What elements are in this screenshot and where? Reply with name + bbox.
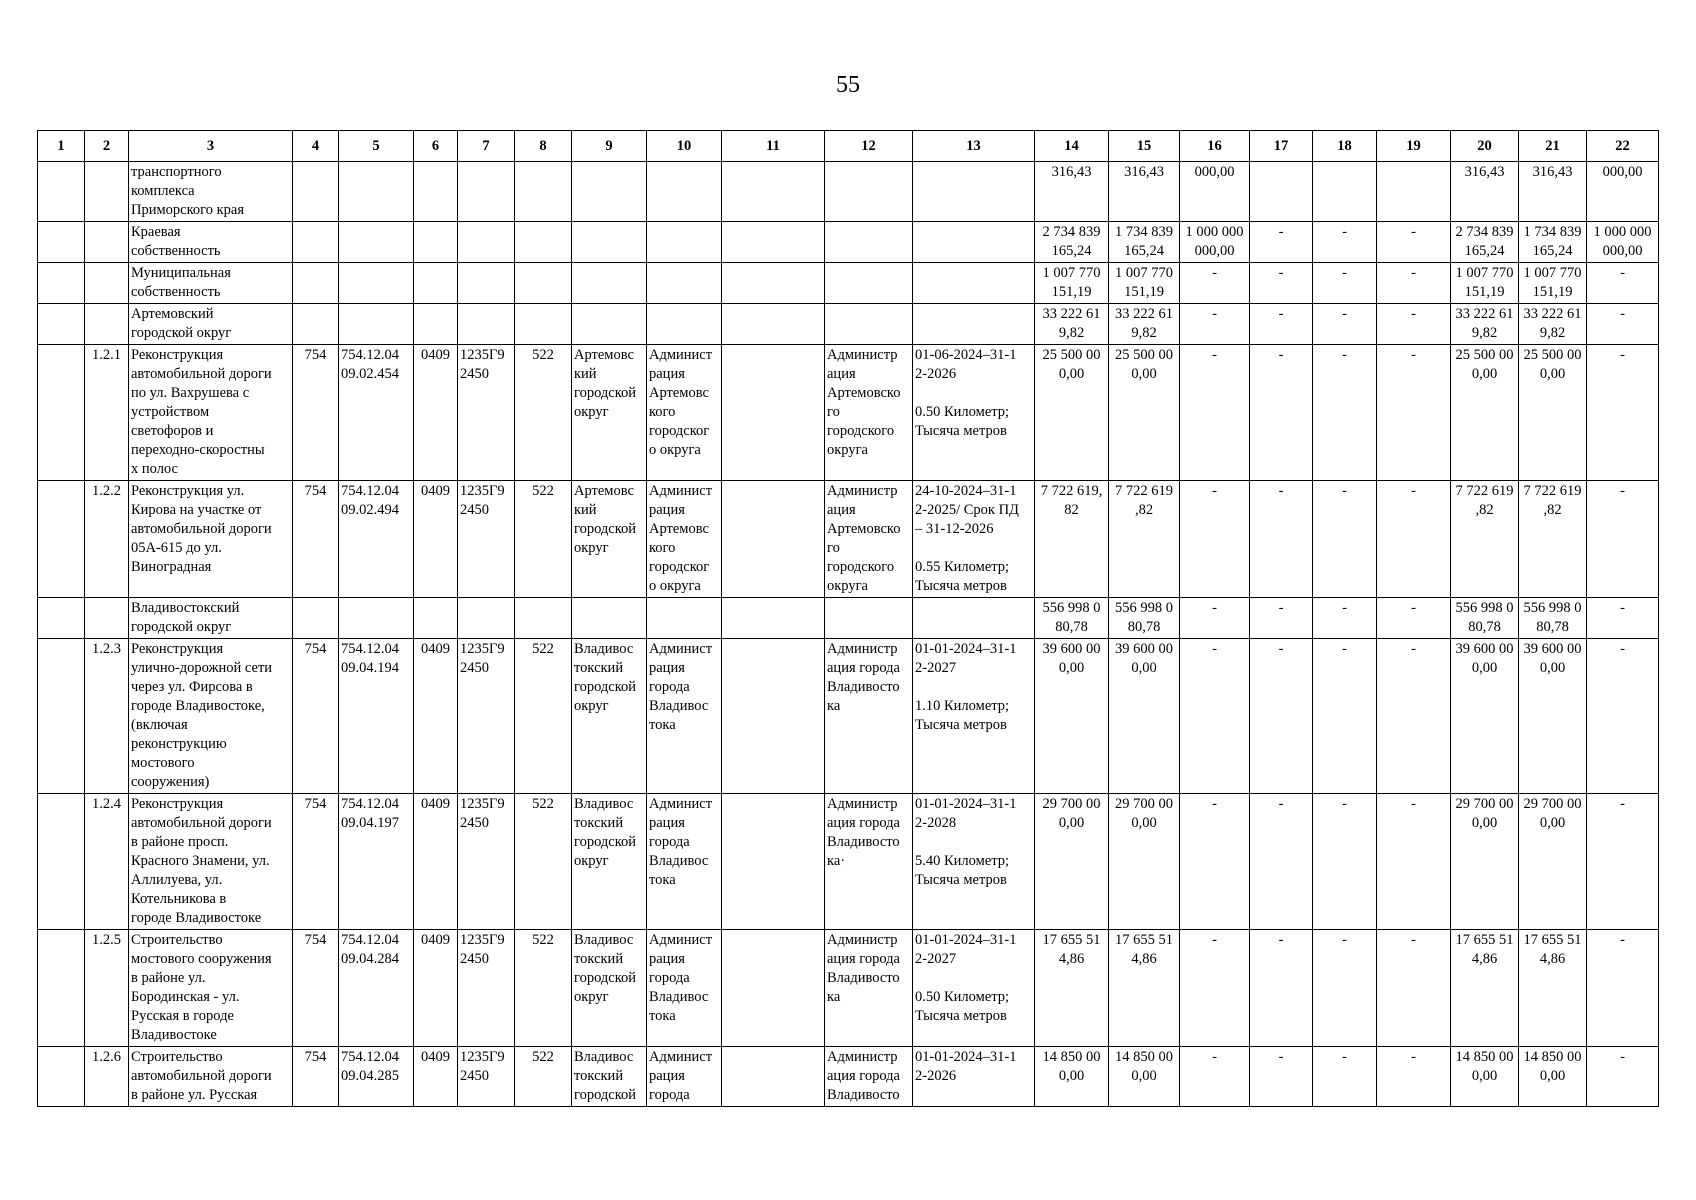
table-cell: -: [1377, 598, 1451, 639]
table-cell: Владивос токский городской округ: [572, 794, 647, 930]
table-cell: 25 500 00 0,00: [1519, 345, 1587, 481]
header-cell: 2: [85, 131, 129, 162]
table-cell: 14 850 00 0,00: [1035, 1047, 1109, 1107]
table-cell: [38, 794, 85, 930]
table-cell: -: [1180, 598, 1250, 639]
table-cell: 1.2.5: [85, 930, 129, 1047]
table-cell: [414, 162, 458, 222]
table-cell: -: [1313, 304, 1377, 345]
table-cell: -: [1377, 222, 1451, 263]
table-cell: [722, 598, 825, 639]
table-cell: 316,43: [1519, 162, 1587, 222]
table-cell: [647, 598, 722, 639]
header-cell: 16: [1180, 131, 1250, 162]
table-cell: 25 500 00 0,00: [1035, 345, 1109, 481]
table-cell: 754.12.04 09.04.285: [339, 1047, 414, 1107]
table-cell: -: [1377, 481, 1451, 598]
table-cell: -: [1250, 345, 1313, 481]
header-cell: 22: [1587, 131, 1659, 162]
table-cell: [38, 1047, 85, 1107]
table-cell: [414, 598, 458, 639]
table-cell: -: [1313, 263, 1377, 304]
table-cell: [38, 930, 85, 1047]
header-cell: 21: [1519, 131, 1587, 162]
table-cell: -: [1180, 639, 1250, 794]
table-cell: 316,43: [1451, 162, 1519, 222]
table-cell: 33 222 61 9,82: [1451, 304, 1519, 345]
table-cell: Админист рация Артемовс кого городског о округа: [647, 481, 722, 598]
header-cell: 4: [293, 131, 339, 162]
table-cell: [572, 263, 647, 304]
table-cell: [339, 598, 414, 639]
table-cell: [38, 639, 85, 794]
header-cell: 10: [647, 131, 722, 162]
table-cell: 522: [515, 345, 572, 481]
table-cell: 754.12.04 09.02.494: [339, 481, 414, 598]
table-cell: [339, 304, 414, 345]
table-cell: 1 734 839 165,24: [1109, 222, 1180, 263]
table-cell: Администр ация города Владивосто ка: [825, 930, 913, 1047]
table-cell: 29 700 00 0,00: [1035, 794, 1109, 930]
table-cell: 754.12.04 09.02.454: [339, 345, 414, 481]
table-cell: -: [1180, 930, 1250, 1047]
table-cell: [913, 222, 1035, 263]
table-cell: [913, 162, 1035, 222]
table-cell: [825, 222, 913, 263]
table-cell: 1235Г9 2450: [458, 639, 515, 794]
table-cell: [38, 345, 85, 481]
table-cell: -: [1250, 930, 1313, 1047]
table-cell: Владивос токский городской: [572, 1047, 647, 1107]
table-cell: 1 000 000 000,00: [1180, 222, 1250, 263]
table-cell: 0409: [414, 345, 458, 481]
table-cell: 7 722 619 ,82: [1451, 481, 1519, 598]
table-cell: 000,00: [1180, 162, 1250, 222]
table-cell: [825, 598, 913, 639]
table-cell: [458, 304, 515, 345]
header-cell: 20: [1451, 131, 1519, 162]
table-cell: [1377, 162, 1451, 222]
table-cell: -: [1587, 263, 1659, 304]
table-cell: [913, 598, 1035, 639]
table-cell: Владивос токский городской округ: [572, 930, 647, 1047]
table-cell: [515, 263, 572, 304]
table-cell: -: [1250, 481, 1313, 598]
table-cell: 316,43: [1109, 162, 1180, 222]
table-cell: 33 222 61 9,82: [1035, 304, 1109, 345]
table-cell: -: [1377, 1047, 1451, 1107]
table-cell: [458, 162, 515, 222]
header-cell: 9: [572, 131, 647, 162]
table-cell: [458, 598, 515, 639]
table-cell: -: [1587, 794, 1659, 930]
page-number: 55: [836, 72, 860, 98]
table-row: [38, 345, 1659, 481]
table-cell: 754: [293, 930, 339, 1047]
table-cell: [38, 263, 85, 304]
table-cell: 754: [293, 345, 339, 481]
table-cell: [722, 1047, 825, 1107]
table-cell: 522: [515, 481, 572, 598]
header-cell: 18: [1313, 131, 1377, 162]
table-cell: 754.12.04 09.04.197: [339, 794, 414, 930]
table-cell: Админист рация города: [647, 1047, 722, 1107]
table-cell: [722, 222, 825, 263]
table-cell: 1.2.2: [85, 481, 129, 598]
table-cell: Строительство автомобильной дороги в районе ул. Русская: [129, 1047, 293, 1107]
table-cell: -: [1377, 639, 1451, 794]
table-cell: [85, 263, 129, 304]
table-cell: 316,43: [1035, 162, 1109, 222]
table-cell: [293, 263, 339, 304]
table-row: [38, 222, 1659, 263]
table-cell: 39 600 00 0,00: [1519, 639, 1587, 794]
table-row: [38, 162, 1659, 222]
table-cell: 33 222 61 9,82: [1519, 304, 1587, 345]
table-cell: Артемовс кий городской округ: [572, 481, 647, 598]
table-cell: 7 722 619, 82: [1035, 481, 1109, 598]
table-cell: 39 600 00 0,00: [1451, 639, 1519, 794]
table-cell: [85, 304, 129, 345]
table-cell: -: [1587, 598, 1659, 639]
table-cell: [572, 304, 647, 345]
table-cell: Администр ация Артемовско го городского округа: [825, 481, 913, 598]
table-cell: [515, 162, 572, 222]
table-cell: [647, 263, 722, 304]
table-cell: [85, 598, 129, 639]
table-cell: -: [1250, 639, 1313, 794]
table-cell: 1 007 770 151,19: [1035, 263, 1109, 304]
table-cell: 1 000 000 000,00: [1587, 222, 1659, 263]
table-row: [38, 263, 1659, 304]
table-cell: 522: [515, 639, 572, 794]
table-cell: [339, 222, 414, 263]
table-cell: Муниципальная собственность: [129, 263, 293, 304]
table-cell: -: [1180, 794, 1250, 930]
table-cell: 01-06-2024–31-1 2-2026 0.50 Километр; Тысяча метров: [913, 345, 1035, 481]
table-cell: 754.12.04 09.04.194: [339, 639, 414, 794]
table-cell: -: [1180, 263, 1250, 304]
table-cell: [414, 222, 458, 263]
table-cell: 522: [515, 794, 572, 930]
table-cell: -: [1250, 304, 1313, 345]
table-cell: Админист рация города Владивос тока: [647, 639, 722, 794]
table-cell: -: [1250, 222, 1313, 263]
table-cell: [572, 598, 647, 639]
table-cell: -: [1180, 304, 1250, 345]
table-cell: -: [1587, 1047, 1659, 1107]
table-cell: 0409: [414, 481, 458, 598]
table-cell: [515, 222, 572, 263]
table-cell: -: [1313, 794, 1377, 930]
header-cell: 15: [1109, 131, 1180, 162]
table-cell: 556 998 0 80,78: [1451, 598, 1519, 639]
table-cell: -: [1313, 639, 1377, 794]
table-cell: -: [1587, 930, 1659, 1047]
table-cell: 39 600 00 0,00: [1109, 639, 1180, 794]
table-cell: Администр ация города Владивосто ка·: [825, 794, 913, 930]
table-cell: [458, 263, 515, 304]
table-cell: 1.2.3: [85, 639, 129, 794]
table-cell: 754.12.04 09.04.284: [339, 930, 414, 1047]
table-cell: Администр ация города Владивосто ка: [825, 639, 913, 794]
header-cell: 11: [722, 131, 825, 162]
table-cell: Администр ация города Владивосто: [825, 1047, 913, 1107]
table-cell: 754: [293, 794, 339, 930]
table-cell: [293, 304, 339, 345]
table-cell: -: [1587, 639, 1659, 794]
header-cell: 13: [913, 131, 1035, 162]
table-cell: -: [1313, 598, 1377, 639]
table-cell: 0409: [414, 794, 458, 930]
table-cell: 0409: [414, 639, 458, 794]
table-cell: Реконструкция ул. Кирова на участке от автомобильной дороги 05А-615 до ул. Виноградная: [129, 481, 293, 598]
table-cell: 1 007 770 151,19: [1519, 263, 1587, 304]
header-cell: 12: [825, 131, 913, 162]
table-cell: -: [1313, 481, 1377, 598]
header-cell: 8: [515, 131, 572, 162]
table-cell: 754: [293, 481, 339, 598]
table-cell: [38, 222, 85, 263]
table-cell: 17 655 51 4,86: [1109, 930, 1180, 1047]
table-cell: 25 500 00 0,00: [1109, 345, 1180, 481]
table-cell: [647, 304, 722, 345]
header-row: [38, 131, 1659, 162]
table-cell: [339, 162, 414, 222]
table-cell: [722, 481, 825, 598]
table-cell: [722, 639, 825, 794]
table-cell: 1235Г9 2450: [458, 345, 515, 481]
table-cell: [722, 162, 825, 222]
table-cell: -: [1377, 304, 1451, 345]
table-cell: [414, 263, 458, 304]
table-cell: 1235Г9 2450: [458, 930, 515, 1047]
table-cell: Реконструкция автомобильной дороги по ул. Вахрушева с устройством светофоров и переходно-скоростны х полос: [129, 345, 293, 481]
table-row: [38, 481, 1659, 598]
table-cell: -: [1377, 263, 1451, 304]
table-row: [38, 639, 1659, 794]
table-cell: -: [1250, 1047, 1313, 1107]
header-cell: 5: [339, 131, 414, 162]
table-cell: 17 655 51 4,86: [1451, 930, 1519, 1047]
table-cell: 1 007 770 151,19: [1109, 263, 1180, 304]
table-row: [38, 598, 1659, 639]
table-cell: [515, 598, 572, 639]
table-cell: Владивос токский городской округ: [572, 639, 647, 794]
table-row: [38, 304, 1659, 345]
table-cell: [825, 162, 913, 222]
table-cell: [825, 263, 913, 304]
table-cell: 24-10-2024–31-1 2-2025/ Срок ПД – 31-12-2026 0.55 Километр; Тысяча метров: [913, 481, 1035, 598]
table-cell: 1.2.6: [85, 1047, 129, 1107]
table-cell: 556 998 0 80,78: [1519, 598, 1587, 639]
table-row: [38, 1047, 1659, 1107]
table-cell: 1.2.4: [85, 794, 129, 930]
table-cell: -: [1377, 794, 1451, 930]
table-cell: 25 500 00 0,00: [1451, 345, 1519, 481]
table-cell: [339, 263, 414, 304]
table-cell: -: [1180, 1047, 1250, 1107]
table-cell: [1250, 162, 1313, 222]
table-cell: [85, 162, 129, 222]
table-cell: [722, 345, 825, 481]
table-cell: 7 722 619 ,82: [1519, 481, 1587, 598]
table-cell: [38, 162, 85, 222]
table-cell: [722, 794, 825, 930]
table-row: [38, 794, 1659, 930]
table-cell: 0409: [414, 930, 458, 1047]
table-cell: [722, 304, 825, 345]
table-cell: 01-01-2024–31-1 2-2027 1.10 Километр; Тысяча метров: [913, 639, 1035, 794]
table-cell: [293, 598, 339, 639]
table-cell: 17 655 51 4,86: [1519, 930, 1587, 1047]
table-cell: Администр ация Артемовско го городского округа: [825, 345, 913, 481]
table-cell: -: [1587, 304, 1659, 345]
table-cell: транспортного комплекса Приморского края: [129, 162, 293, 222]
table-cell: Админист рация Артемовс кого городског о округа: [647, 345, 722, 481]
table-cell: [38, 598, 85, 639]
table-cell: 14 850 00 0,00: [1109, 1047, 1180, 1107]
table-cell: 1.2.1: [85, 345, 129, 481]
table-cell: Реконструкция улично-дорожной сети через ул. Фирсова в городе Владивостоке, (включая реконструкцию мостового сооружения): [129, 639, 293, 794]
table-cell: -: [1313, 1047, 1377, 1107]
budget-table: [37, 130, 1659, 1107]
table-cell: 01-01-2024–31-1 2-2027 0.50 Километр; Тысяча метров: [913, 930, 1035, 1047]
table-cell: -: [1313, 930, 1377, 1047]
table-cell: 556 998 0 80,78: [1109, 598, 1180, 639]
table-cell: 2 734 839 165,24: [1035, 222, 1109, 263]
table-cell: 1 007 770 151,19: [1451, 263, 1519, 304]
table-cell: [722, 263, 825, 304]
table-cell: 29 700 00 0,00: [1519, 794, 1587, 930]
table-cell: 33 222 61 9,82: [1109, 304, 1180, 345]
table-cell: 29 700 00 0,00: [1451, 794, 1519, 930]
table-cell: Артемовский городской округ: [129, 304, 293, 345]
table-cell: -: [1180, 481, 1250, 598]
table-cell: Админист рация города Владивос тока: [647, 930, 722, 1047]
table-cell: Артемовс кий городской округ: [572, 345, 647, 481]
table-cell: [913, 304, 1035, 345]
table-cell: 754: [293, 639, 339, 794]
table-cell: -: [1250, 263, 1313, 304]
table-cell: [515, 304, 572, 345]
header-cell: 19: [1377, 131, 1451, 162]
table-cell: Реконструкция автомобильной дороги в районе просп. Красного Знамени, ул. Аллилуева, ул. Котельникова в городе Владивостоке: [129, 794, 293, 930]
table-cell: [458, 222, 515, 263]
header-cell: 6: [414, 131, 458, 162]
table-cell: [572, 222, 647, 263]
table-cell: -: [1180, 345, 1250, 481]
table-cell: [647, 222, 722, 263]
table-cell: [913, 263, 1035, 304]
table-cell: [647, 162, 722, 222]
table-cell: 754: [293, 1047, 339, 1107]
table-cell: 556 998 0 80,78: [1035, 598, 1109, 639]
table-cell: 522: [515, 930, 572, 1047]
table-cell: -: [1250, 598, 1313, 639]
table-cell: -: [1250, 794, 1313, 930]
table-cell: -: [1377, 345, 1451, 481]
table-cell: 000,00: [1587, 162, 1659, 222]
table-cell: -: [1313, 222, 1377, 263]
table-cell: 2 734 839 165,24: [1451, 222, 1519, 263]
table-cell: 1 734 839 165,24: [1519, 222, 1587, 263]
table-cell: -: [1587, 345, 1659, 481]
table-cell: 17 655 51 4,86: [1035, 930, 1109, 1047]
table-cell: [572, 162, 647, 222]
table-cell: -: [1313, 345, 1377, 481]
header-cell: 7: [458, 131, 515, 162]
table-cell: 522: [515, 1047, 572, 1107]
table-cell: 14 850 00 0,00: [1451, 1047, 1519, 1107]
table-cell: 01-01-2024–31-1 2-2026: [913, 1047, 1035, 1107]
table-cell: 39 600 00 0,00: [1035, 639, 1109, 794]
table-cell: [293, 222, 339, 263]
table-cell: 1235Г9 2450: [458, 1047, 515, 1107]
table-cell: [293, 162, 339, 222]
table-cell: 01-01-2024–31-1 2-2028 5.40 Километр; Тысяча метров: [913, 794, 1035, 930]
table-cell: [1313, 162, 1377, 222]
header-cell: 1: [38, 131, 85, 162]
table-cell: 29 700 00 0,00: [1109, 794, 1180, 930]
table-cell: Строительство мостового сооружения в районе ул. Бородинская - ул. Русская в городе Владивостоке: [129, 930, 293, 1047]
table-cell: 14 850 00 0,00: [1519, 1047, 1587, 1107]
table-cell: [38, 304, 85, 345]
table-cell: [85, 222, 129, 263]
table-cell: 1235Г9 2450: [458, 794, 515, 930]
table-cell: -: [1377, 930, 1451, 1047]
header-cell: 3: [129, 131, 293, 162]
table-row: [38, 930, 1659, 1047]
table-cell: -: [1587, 481, 1659, 598]
table-cell: [722, 930, 825, 1047]
table-cell: [825, 304, 913, 345]
header-cell: 14: [1035, 131, 1109, 162]
table-cell: Админист рация города Владивос тока: [647, 794, 722, 930]
table-cell: [414, 304, 458, 345]
table-cell: 1235Г9 2450: [458, 481, 515, 598]
header-cell: 17: [1250, 131, 1313, 162]
table-cell: 7 722 619 ,82: [1109, 481, 1180, 598]
table-cell: Краевая собственность: [129, 222, 293, 263]
table-cell: Владивостокский городской округ: [129, 598, 293, 639]
table-cell: [38, 481, 85, 598]
table-cell: 0409: [414, 1047, 458, 1107]
